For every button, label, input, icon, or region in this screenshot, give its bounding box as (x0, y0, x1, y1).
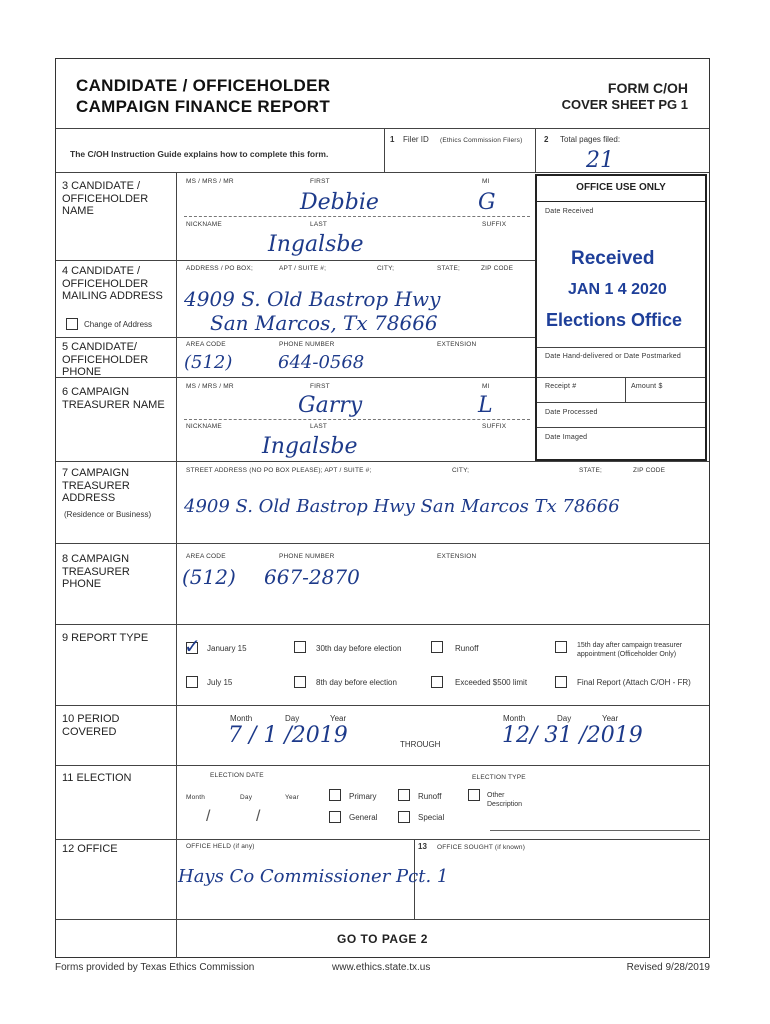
date-hand-label: Date Hand-delivered or Date Postmarked (545, 353, 681, 360)
january-15-label: January 15 (207, 644, 247, 653)
election-runoff-label: Runoff (418, 792, 442, 801)
divider (535, 128, 536, 172)
divider (56, 461, 709, 462)
date-received-label: Date Received (545, 208, 594, 215)
total-pages-value: 21 (586, 148, 614, 173)
divider (56, 919, 709, 920)
from-day-label: Day (285, 714, 300, 723)
city-label: CITY; (377, 265, 395, 272)
section10-label: 10 PERIOD COVERED (62, 713, 120, 738)
city-label: CITY; (452, 467, 470, 474)
office-held-label: OFFICE HELD (if any) (186, 843, 255, 850)
january-15-checkmark: ✓ (184, 634, 201, 658)
runoff-label: Runoff (455, 644, 479, 653)
final-report-label: Final Report (Attach C/OH - FR) (577, 678, 691, 687)
amount-label: Amount $ (631, 383, 663, 390)
phone-number-label: PHONE NUMBER (279, 341, 335, 348)
divider (537, 347, 705, 348)
from-month-label: Month (230, 714, 253, 723)
divider (184, 419, 530, 420)
state-label: STATE; (437, 265, 460, 272)
exceeded-limit-label: Exceeded $500 limit (455, 678, 528, 687)
treasurer-phone: 667-2870 (264, 565, 360, 589)
title-line1: CANDIDATE / OFFICEHOLDER (76, 76, 331, 95)
30th-day-label: 30th day before election (316, 644, 402, 653)
election-runoff-checkbox[interactable] (398, 789, 410, 801)
15th-day-label: 15th day after campaign treasurer appointment (Officeholder Only) (577, 642, 683, 658)
last-label: LAST (310, 423, 328, 430)
to-month-label: Month (503, 714, 526, 723)
divider (184, 216, 530, 217)
treasurer-first-name: Garry (298, 393, 363, 418)
general-label: General (349, 813, 378, 822)
period-from: 7 / 1 /2019 (228, 723, 348, 748)
form-subtitle: COVER SHEET PG 1 (561, 97, 688, 112)
change-of-address-label: Change of Address (84, 320, 153, 329)
footer-provider: Forms provided by Texas Ethics Commission (55, 962, 255, 973)
15th-day-checkbox[interactable] (555, 641, 567, 653)
election-date-slash: / (206, 808, 211, 825)
election-date-slash: / (256, 808, 261, 825)
special-label: Special (418, 813, 445, 822)
divider (56, 172, 709, 173)
other-description-label: Other Description (487, 792, 523, 808)
treasurer-area-code: (512) (182, 565, 236, 589)
mi-label: MI (482, 383, 490, 390)
filer-id-sub: (Ethics Commission Filers) (440, 137, 523, 144)
date-processed-label: Date Processed (545, 409, 598, 416)
ms-mrs-mr-label: MS / MRS / MR (186, 178, 234, 185)
primary-checkbox[interactable] (329, 789, 341, 801)
divider (537, 201, 705, 202)
divider (56, 377, 535, 378)
area-code-label: AREA CODE (186, 553, 226, 560)
nickname-label: NICKNAME (186, 423, 222, 430)
election-day-label: Day (240, 794, 253, 801)
divider (56, 337, 535, 338)
candidate-first-name: Debbie (300, 190, 379, 215)
divider (56, 624, 709, 625)
divider (537, 402, 705, 403)
section8-label: 8 CAMPAIGN TREASURER PHONE (62, 553, 130, 590)
nickname-label: NICKNAME (186, 221, 222, 228)
july-15-label: July 15 (207, 678, 233, 687)
filer-id-num: 1 (390, 135, 395, 144)
phone-number-label: PHONE NUMBER (279, 553, 335, 560)
received-stamp-date: JAN 1 4 2020 (568, 281, 667, 298)
runoff-checkbox[interactable] (431, 641, 443, 653)
primary-label: Primary (349, 792, 377, 801)
section7-sub: (Residence or Business) (64, 510, 152, 519)
divider (625, 377, 626, 402)
office-held-value: Hays Co Commissioner Pct. 1 (178, 866, 449, 887)
section5-label: 5 CANDIDATE/ OFFICEHOLDER PHONE (62, 341, 149, 378)
election-date-label: ELECTION DATE (210, 772, 264, 779)
label-column-divider (176, 172, 177, 958)
candidate-address-line2: San Marcos, Tx 78666 (210, 311, 438, 335)
first-label: FIRST (310, 178, 330, 185)
8th-day-label: 8th day before election (316, 678, 397, 687)
candidate-phone: 644-0568 (278, 352, 365, 373)
footer-revised: Revised 9/28/2019 (626, 962, 710, 973)
divider (384, 128, 385, 172)
divider (56, 705, 709, 706)
treasurer-last-name: Ingalsbe (262, 434, 358, 459)
mi-label: MI (482, 178, 490, 185)
extension-label: EXTENSION (437, 553, 477, 560)
change-of-address-checkbox[interactable] (66, 318, 78, 330)
suffix-label: SUFFIX (482, 423, 507, 430)
exceeded-limit-checkbox[interactable] (431, 676, 443, 688)
form-code: FORM C/OH (607, 80, 688, 96)
date-imaged-label: Date Imaged (545, 434, 588, 441)
apt-label: APT / SUITE #; (279, 265, 327, 272)
address-label: ADDRESS / PO BOX; (186, 265, 253, 272)
election-year-label: Year (285, 794, 299, 801)
title-line2: CAMPAIGN FINANCE REPORT (76, 97, 331, 116)
total-pages-label: Total pages filed: (560, 135, 621, 144)
divider (56, 260, 535, 261)
section12-label: 12 OFFICE (62, 843, 118, 855)
footer-url: www.ethics.state.tx.us (332, 962, 431, 973)
area-code-label: AREA CODE (186, 341, 226, 348)
section9-label: 9 REPORT TYPE (62, 632, 149, 644)
to-day-label: Day (557, 714, 572, 723)
treasurer-address: 4909 S. Old Bastrop Hwy San Marcos Tx 78666 (184, 496, 620, 517)
30th-day-checkbox[interactable] (294, 641, 306, 653)
received-stamp-line1: Received (571, 248, 655, 269)
divider (56, 543, 709, 544)
divider (537, 427, 705, 428)
candidate-address-line1: 4909 S. Old Bastrop Hwy (184, 287, 441, 311)
election-month-label: Month (186, 794, 206, 801)
divider (56, 765, 709, 766)
office-sought-label: OFFICE SOUGHT (if known) (437, 844, 526, 851)
candidate-area-code: (512) (184, 352, 233, 373)
first-label: FIRST (310, 383, 330, 390)
zip-label: ZIP CODE (633, 467, 666, 474)
street-address-label: STREET ADDRESS (NO PO BOX PLEASE); APT / SUITE #; (186, 467, 372, 474)
ms-mrs-mr-label: MS / MRS / MR (186, 383, 234, 390)
section4-label: 4 CANDIDATE / OFFICEHOLDER MAILING ADDRESS (62, 265, 163, 302)
instruction-text: The C/OH Instruction Guide explains how to complete this form. (70, 149, 329, 159)
other-checkbox[interactable] (468, 789, 480, 801)
section7-label: 7 CAMPAIGN TREASURER ADDRESS (62, 467, 130, 504)
treasurer-mi: L (478, 393, 493, 418)
8th-day-checkbox[interactable] (294, 676, 306, 688)
extension-label: EXTENSION (437, 341, 477, 348)
filer-id-label: Filer ID (403, 135, 429, 144)
section6-label: 6 CAMPAIGN TREASURER NAME (62, 386, 165, 411)
last-label: LAST (310, 221, 328, 228)
to-year-label: Year (602, 714, 619, 723)
section13-num: 13 (418, 842, 427, 851)
from-year-label: Year (330, 714, 347, 723)
special-checkbox[interactable] (398, 811, 410, 823)
other-description-line (490, 830, 700, 831)
candidate-mi: G (478, 190, 496, 215)
receipt-label: Receipt # (545, 383, 577, 390)
zip-label: ZIP CODE (481, 265, 514, 272)
period-to: 12/ 31 /2019 (502, 723, 643, 748)
section3-label: 3 CANDIDATE / OFFICEHOLDER NAME (62, 180, 149, 217)
suffix-label: SUFFIX (482, 221, 507, 228)
final-report-checkbox[interactable] (555, 676, 567, 688)
candidate-last-name: Ingalsbe (268, 232, 364, 257)
through-label: THROUGH (400, 740, 441, 749)
office-use-title: OFFICE USE ONLY (576, 182, 666, 193)
received-stamp-office: Elections Office (546, 310, 683, 330)
election-type-label: ELECTION TYPE (472, 774, 526, 781)
section11-label: 11 ELECTION (62, 772, 132, 784)
general-checkbox[interactable] (329, 811, 341, 823)
divider (56, 839, 709, 840)
divider (56, 128, 709, 129)
go-to-page-2: GO TO PAGE 2 (337, 932, 428, 946)
divider (537, 377, 705, 378)
state-label: STATE; (579, 467, 602, 474)
total-pages-num: 2 (544, 135, 549, 144)
july-15-checkbox[interactable] (186, 676, 198, 688)
